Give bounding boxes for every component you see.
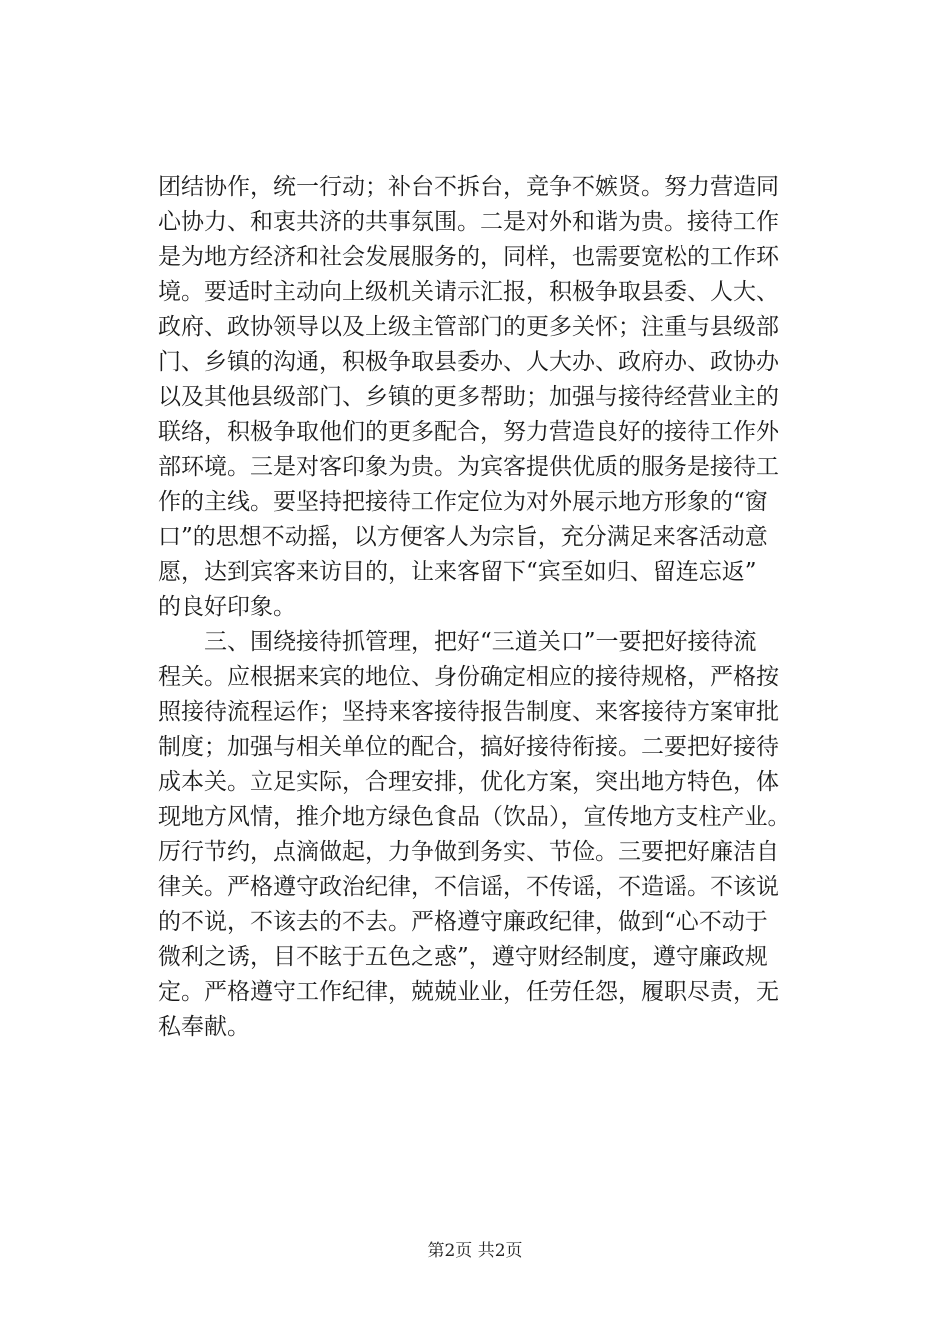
text-line: 的良好印象。: [158, 594, 296, 620]
text-line: 口”的思想不动摇，以方便客人为宗旨，充分满足来客活动意: [158, 524, 768, 550]
text-line: 部环境。三是对客印象为贵。为宾客提供优质的服务是接待工: [158, 454, 779, 480]
text-line: 制度；加强与相关单位的配合，搞好接待衔接。二要把好接待: [158, 734, 779, 760]
text-line: 门、乡镇的沟通，积极争取县委办、人大办、政府办、政协办: [158, 349, 779, 375]
text-line: 以及其他县级部门、乡镇的更多帮助；加强与接待经营业主的: [158, 384, 779, 410]
text-line: 境。要适时主动向上级机关请示汇报，积极争取县委、人大、: [158, 279, 779, 305]
text-line: 程关。应根据来宾的地位、身份确定相应的接待规格，严格按: [158, 664, 779, 690]
text-line: 的不说，不该去的不去。严格遵守廉政纪律，做到“心不动于: [158, 909, 768, 935]
text-line: 现地方风情，推介地方绿色食品（饮品），宣传地方支柱产业。: [158, 804, 791, 830]
text-line: 团结协作，统一行动；补台不拆台，竞争不嫉贤。努力营造同: [158, 174, 779, 200]
page-number: 第2页 共2页: [427, 1241, 523, 1261]
text-line: 定。严格遵守工作纪律，兢兢业业，任劳任怨，履职尽责，无: [158, 979, 779, 1005]
text-line: 心协力、和衷共济的共事氛围。二是对外和谐为贵。接待工作: [158, 209, 779, 235]
page-footer: [0, 1240, 950, 1262]
document-body: [158, 170, 838, 1045]
text-line: 厉行节约，点滴做起，力争做到务实、节俭。三要把好廉洁自: [158, 839, 779, 865]
text-line: 成本关。立足实际，合理安排，优化方案，突出地方特色，体: [158, 769, 779, 795]
text-line: 政府、政协领导以及上级主管部门的更多关怀；注重与县级部: [158, 314, 779, 340]
text-line: 三、围绕接待抓管理，把好“三道关口”一要把好接待流: [158, 629, 757, 655]
text-line: 私奉献。: [158, 1014, 250, 1040]
text-line: 作的主线。要坚持把接待工作定位为对外展示地方形象的“窗: [158, 489, 768, 515]
text-line: 愿，达到宾客来访目的，让来客留下“宾至如归、留连忘返”: [158, 559, 757, 585]
text-line: 是为地方经济和社会发展服务的，同样，也需要宽松的工作环: [158, 244, 779, 270]
text-line: 联络，积极争取他们的更多配合，努力营造良好的接待工作外: [158, 419, 779, 445]
text-line: 照接待流程运作；坚持来客接待报告制度、来客接待方案审批: [158, 699, 779, 725]
text-line: 律关。严格遵守政治纪律，不信谣，不传谣，不造谣。不该说: [158, 874, 779, 900]
text-line: 微利之诱，目不眩于五色之惑”，遵守财经制度，遵守廉政规: [158, 944, 768, 970]
